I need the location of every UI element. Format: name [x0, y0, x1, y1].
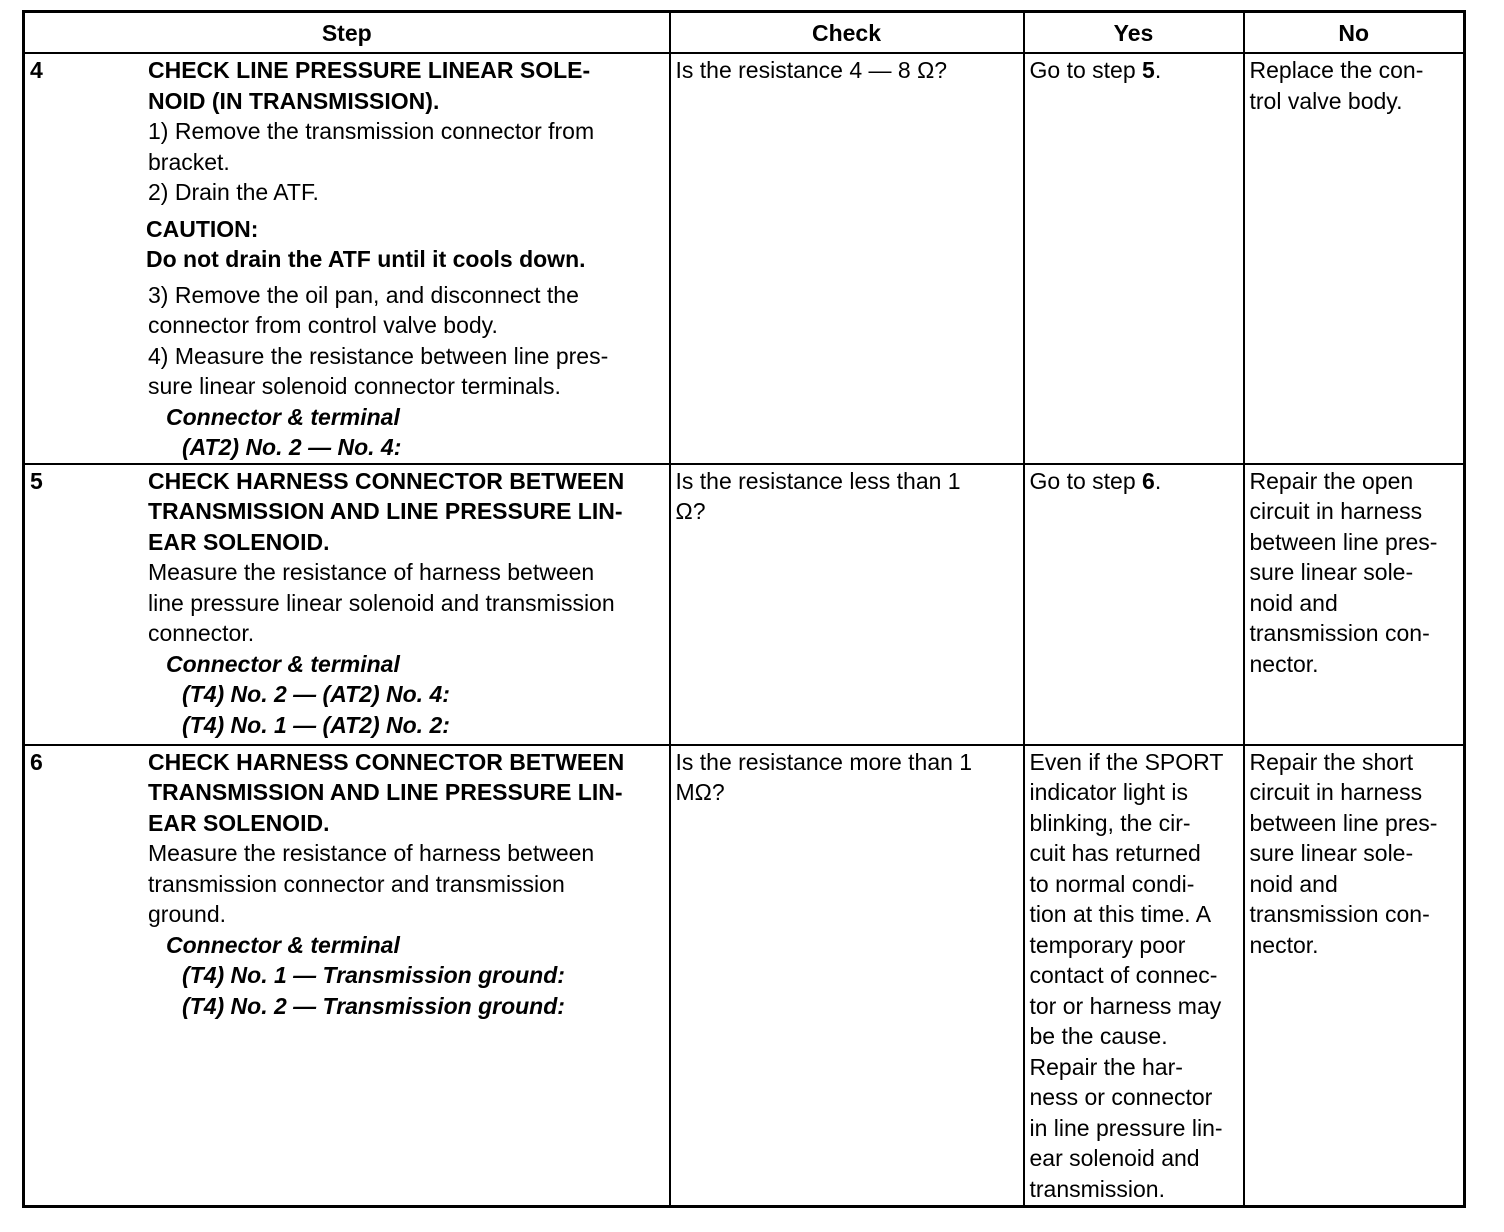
table-row — [24, 53, 1465, 464]
connector-label: Connector & terminal — [166, 403, 400, 430]
yes-cell — [1024, 464, 1244, 745]
header-yes: Yes — [1024, 12, 1244, 54]
yes-cell — [1024, 53, 1244, 464]
step-title: TRANSMISSION AND LINE PRESSURE LIN- — [148, 779, 623, 805]
yes-suffix: . — [1154, 467, 1162, 494]
connector-terminal: (T4) No. 2 — (AT2) No. 4: — [182, 681, 450, 707]
yes-text: ness or connector — [1029, 1084, 1213, 1110]
yes-text: cuit has returned — [1029, 840, 1201, 866]
step-cell — [24, 53, 670, 464]
check-cell — [670, 745, 1024, 1207]
no-text: trol valve body. — [1249, 87, 1403, 114]
table-row — [24, 745, 1465, 1207]
no-text: nector. — [1249, 931, 1319, 958]
check-cell — [670, 53, 1024, 464]
no-text: circuit in harness — [1249, 779, 1423, 805]
yes-step-ref: 5 — [1142, 57, 1155, 83]
header-check: Check — [670, 12, 1024, 54]
no-cell — [1244, 464, 1465, 745]
no-text: circuit in harness — [1249, 498, 1423, 524]
check-text: Is the resistance less than 1 — [675, 467, 961, 494]
no-text: transmission con- — [1249, 620, 1430, 646]
check-text: Is the resistance more than 1 — [675, 748, 973, 775]
step-title: TRANSMISSION AND LINE PRESSURE LIN- — [148, 498, 623, 524]
yes-text: ear solenoid and — [1029, 1145, 1200, 1171]
yes-cell — [1024, 745, 1244, 1207]
no-text: Replace the con- — [1249, 57, 1424, 83]
check-cell — [670, 464, 1024, 745]
no-text: Repair the open — [1249, 467, 1414, 494]
yes-text: Even if the SPORT — [1029, 748, 1224, 775]
step-instruction: connector. — [148, 620, 255, 646]
yes-text: Repair the har- — [1029, 1053, 1183, 1080]
step-title: EAR SOLENOID. — [148, 809, 330, 836]
no-cell — [1244, 745, 1465, 1207]
no-text: sure linear sole- — [1249, 559, 1414, 585]
caution-text: Do not drain the ATF until it cools down. — [146, 246, 586, 272]
step-cell — [24, 745, 670, 1207]
step-instruction: bracket. — [148, 148, 230, 175]
no-text: nector. — [1249, 650, 1319, 677]
step-number: 4 — [30, 57, 43, 83]
yes-step-ref: 6 — [1142, 467, 1155, 494]
header-no: No — [1244, 12, 1465, 54]
yes-text: temporary poor — [1029, 931, 1186, 958]
yes-prefix: Go to step — [1029, 57, 1143, 83]
connector-label: Connector & terminal — [166, 650, 400, 677]
yes-text: be the cause. — [1029, 1023, 1168, 1049]
step-instruction: line pressure linear solenoid and transmission — [148, 589, 615, 616]
connector-terminal: (T4) No. 1 — (AT2) No. 2: — [182, 711, 450, 738]
no-text: noid and — [1249, 870, 1338, 897]
step-title: CHECK HARNESS CONNECTOR BETWEEN — [148, 467, 625, 494]
step-instruction: Measure the resistance of harness between — [148, 840, 595, 866]
check-text: Ω? — [675, 498, 706, 524]
connector-label: Connector & terminal — [166, 931, 400, 958]
check-text: Is the resistance 4 — 8 Ω? — [675, 57, 948, 83]
yes-text: in line pressure lin- — [1029, 1114, 1223, 1141]
yes-text: tor or harness may — [1029, 992, 1222, 1019]
step-instruction: 4) Measure the resistance between line pres- — [148, 342, 609, 369]
step-number: 5 — [30, 467, 43, 494]
table-row — [24, 464, 1465, 745]
diagnostic-procedure-table — [22, 10, 1466, 1208]
step-title: EAR SOLENOID. — [148, 528, 330, 555]
connector-terminal: (T4) No. 1 — Transmission ground: — [182, 962, 565, 988]
step-cell — [24, 464, 670, 745]
yes-text: to normal condi- — [1029, 870, 1195, 897]
step-title: NOID (IN TRANSMISSION). — [148, 87, 440, 114]
step-instruction: Measure the resistance of harness between — [148, 559, 595, 585]
connector-terminal: (AT2) No. 2 — No. 4: — [182, 434, 402, 460]
yes-text: indicator light is — [1029, 779, 1189, 805]
no-text: transmission con- — [1249, 901, 1430, 927]
no-text: noid and — [1249, 589, 1338, 616]
check-text: MΩ? — [675, 779, 725, 805]
yes-text: transmission. — [1029, 1175, 1165, 1202]
step-title: CHECK HARNESS CONNECTOR BETWEEN — [148, 748, 625, 775]
step-instruction: 1) Remove the transmission connector from — [148, 118, 595, 144]
yes-text: tion at this time. A — [1029, 901, 1212, 927]
step-number: 6 — [30, 748, 43, 775]
yes-prefix: Go to step — [1029, 467, 1143, 494]
step-instruction: sure linear solenoid connector terminals. — [148, 373, 561, 399]
yes-suffix: . — [1154, 57, 1162, 83]
no-text: between line pres- — [1249, 528, 1438, 555]
yes-text: blinking, the cir- — [1029, 809, 1191, 836]
yes-text: contact of connec- — [1029, 962, 1218, 988]
no-text: Repair the short — [1249, 748, 1414, 775]
step-instruction: transmission connector and transmission — [148, 870, 565, 897]
table-header-row — [24, 12, 1465, 54]
step-instruction: 3) Remove the oil pan, and disconnect the — [148, 281, 579, 308]
step-instruction: connector from control valve body. — [148, 312, 498, 338]
header-step: Step — [24, 12, 670, 54]
no-cell — [1244, 53, 1465, 464]
step-title: CHECK LINE PRESSURE LINEAR SOLE- — [148, 57, 591, 83]
connector-terminal: (T4) No. 2 — Transmission ground: — [182, 992, 565, 1019]
step-instruction: 2) Drain the ATF. — [148, 179, 319, 205]
no-text: between line pres- — [1249, 809, 1438, 836]
no-text: sure linear sole- — [1249, 840, 1414, 866]
step-instruction: ground. — [148, 901, 227, 927]
caution-label: CAUTION: — [146, 215, 259, 242]
